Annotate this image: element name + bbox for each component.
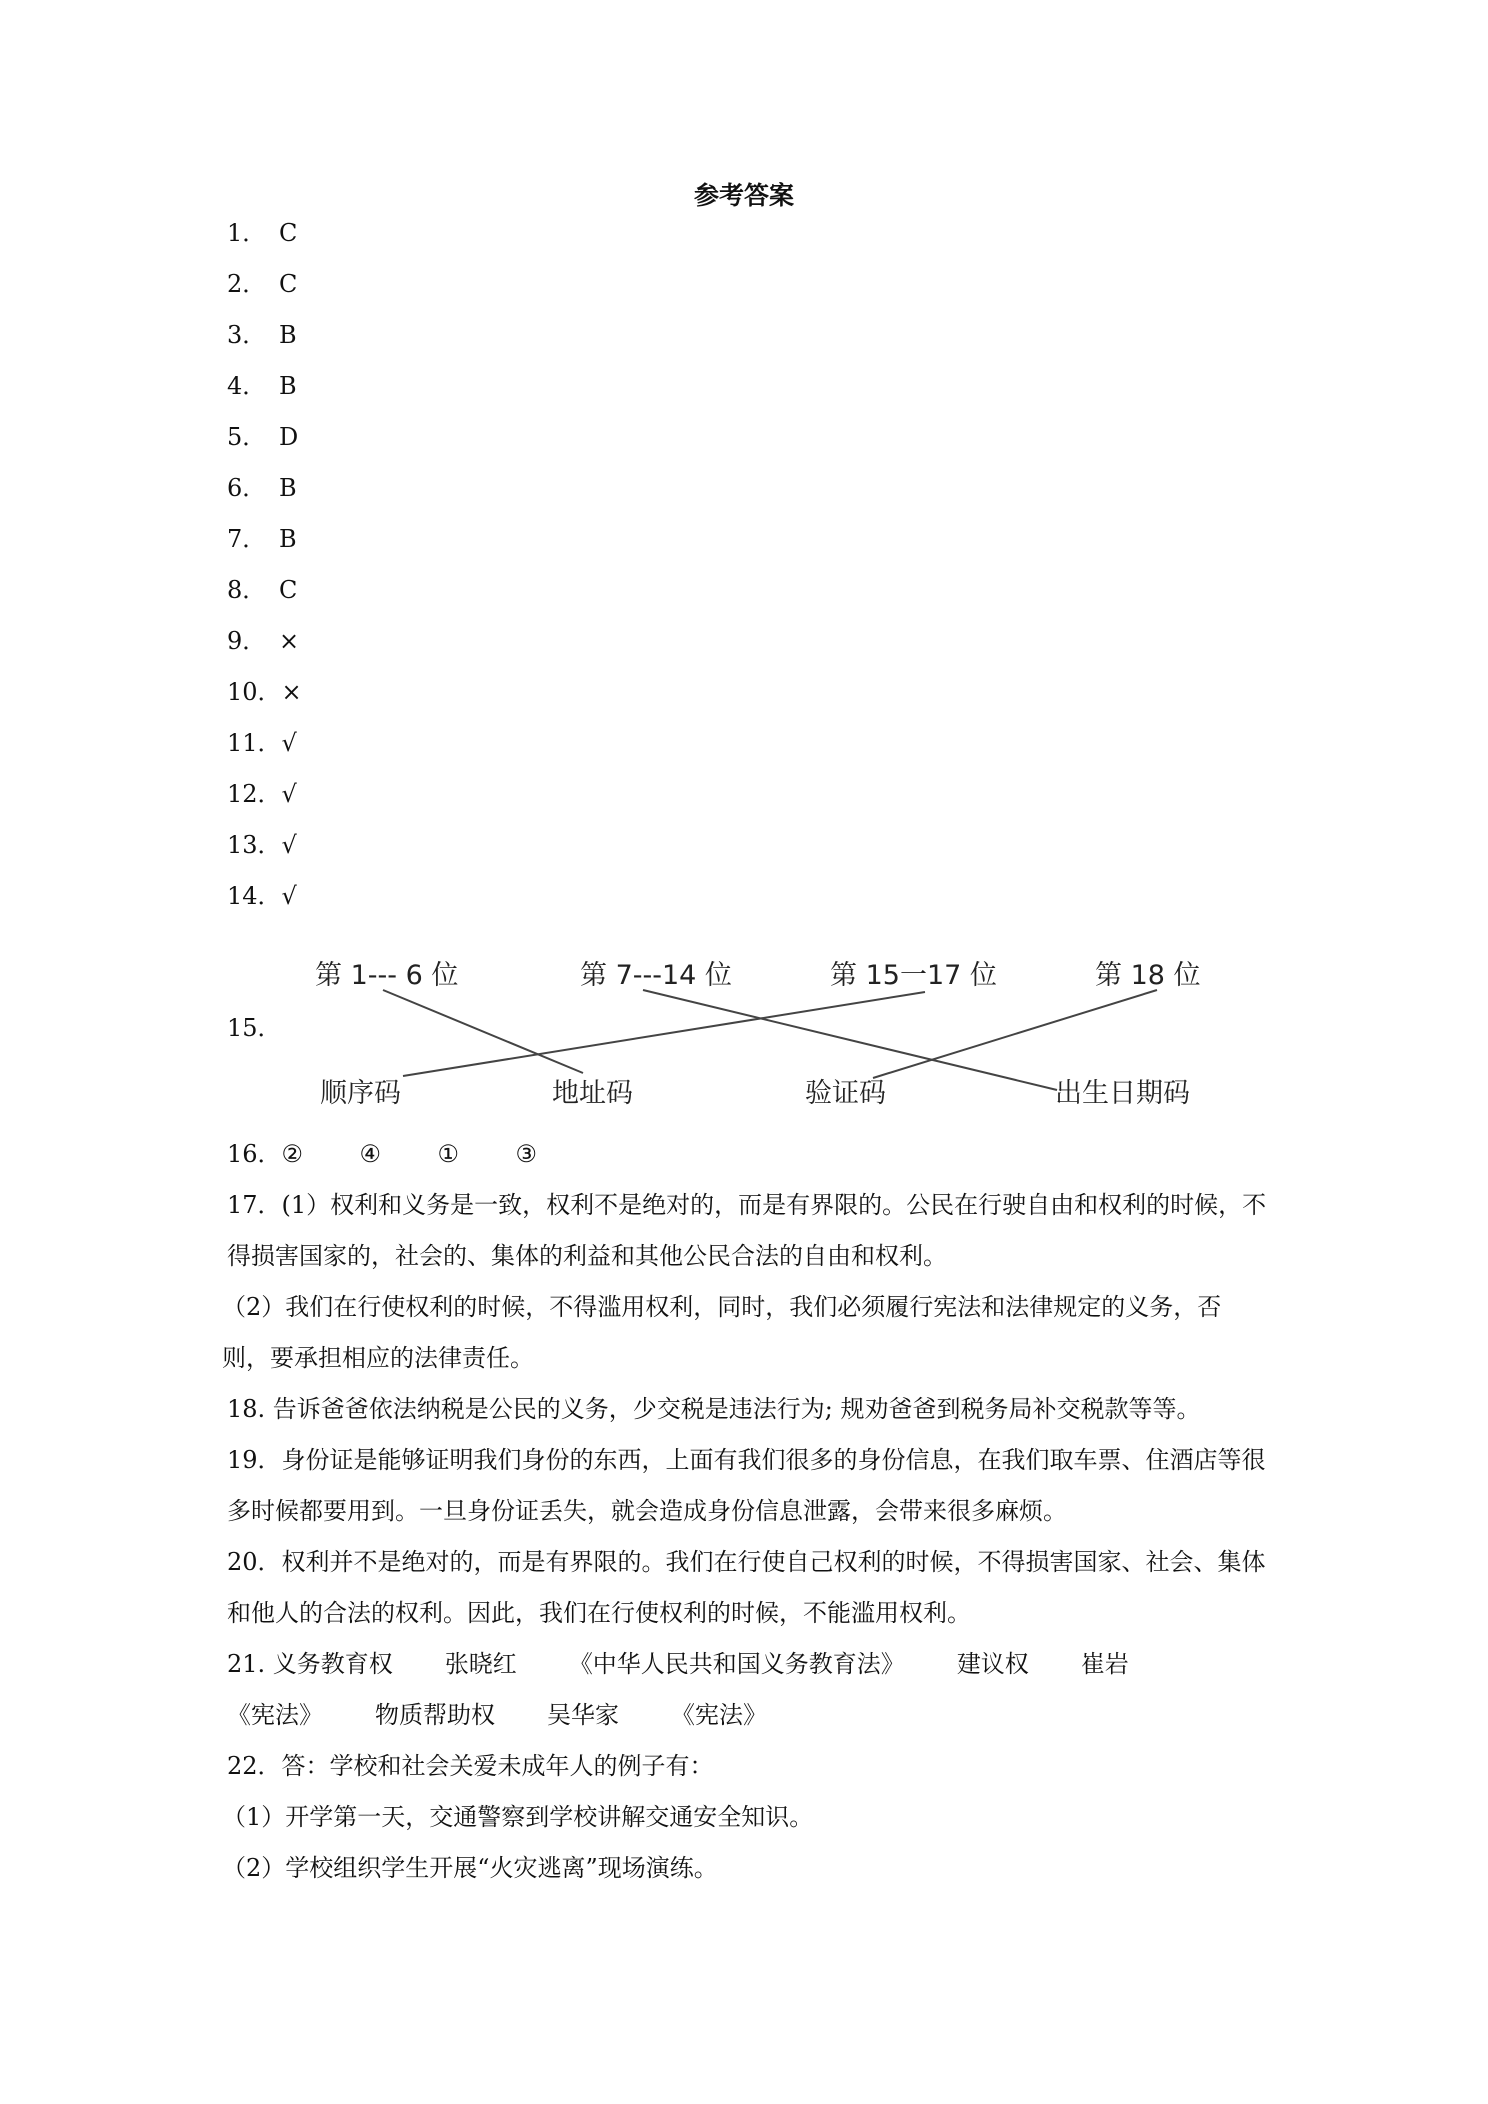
diagram-top-label: 第 15一17 位 [830, 960, 997, 991]
answer-number: 13． [227, 831, 282, 859]
answer-row [227, 828, 297, 862]
answer-number: 3． [227, 321, 267, 349]
answer-row [227, 471, 297, 505]
answer-value: √ [281, 780, 297, 808]
q21-item: 张晓红 [444, 1650, 517, 1678]
answer-value: B [279, 474, 297, 502]
answer-value: × [281, 678, 302, 706]
match-line [403, 992, 925, 1076]
answer-row [227, 675, 302, 709]
answer-value: × [279, 627, 300, 655]
answer-row [227, 726, 297, 760]
diagram-top-label: 第 1--- 6 位 [315, 960, 459, 991]
q15-number: 15． [227, 1014, 282, 1042]
q16-number: 16． [227, 1140, 282, 1168]
q21-item: 吴华家 [547, 1701, 619, 1729]
answer-number: 10． [227, 678, 282, 706]
answer-value: B [279, 525, 297, 553]
answer-number: 14． [227, 882, 282, 910]
answer-row [227, 216, 297, 250]
answer-value: B [279, 321, 297, 349]
q17-part2: （2）我们在行使权利的时候，不得滥用权利，同时，我们必须履行宪法和法律规定的义务，否则，要承担相应的法律责任。 [222, 1293, 1222, 1372]
id-card-matching-diagram [300, 950, 1220, 1120]
q21-item: 《中华人民共和国义务教育法》 [568, 1650, 905, 1678]
answer-value: C [279, 576, 298, 604]
answer-row [227, 267, 297, 301]
q21-item: 义务教育权 [272, 1650, 393, 1678]
answer-row [227, 522, 297, 556]
q18-answer: 18. 告诉爸爸依法纳税是公民的义务，少交税是违法行为; 规劝爸爸到税务局补交税款等等。 [227, 1395, 1201, 1423]
answer-number: 9． [227, 627, 267, 655]
answer-row [227, 624, 299, 658]
q16-answer [227, 1137, 594, 1171]
diagram-bottom-label: 地址码 [552, 1078, 633, 1109]
answer-value: B [279, 372, 297, 400]
answer-row [227, 573, 297, 607]
q21-item: 物质帮助权 [375, 1701, 495, 1729]
q21-item: 崔岩 [1080, 1650, 1129, 1678]
q19-answer: 19．身份证是能够证明我们身份的东西，上面有我们很多的身份信息，在我们取车票、住酒店等很多时候都要用到。一旦身份证丢失，就会造成身份信息泄露，会带来很多麻烦。 [227, 1446, 1266, 1525]
q16-item: ③ [515, 1140, 538, 1168]
diagram-top-label: 第 7---14 位 [580, 960, 732, 991]
q20-answer: 20．权利并不是绝对的，而是有界限的。我们在行使自己权利的时候，不得损害国家、社会、集体和他人的合法的权利。因此，我们在行使权利的时候，不能滥用权利。 [227, 1548, 1266, 1627]
answer-row [227, 369, 297, 403]
diagram-bottom-label: 顺序码 [320, 1078, 401, 1109]
answer-value: √ [281, 882, 297, 910]
match-line [873, 990, 1157, 1078]
diagram-bottom-label: 验证码 [805, 1078, 886, 1109]
q16-item: ② [281, 1140, 304, 1168]
answer-row [227, 777, 297, 811]
q21-item: 建议权 [956, 1650, 1029, 1678]
answer-value: √ [281, 729, 297, 757]
q22-item: （2）学校组织学生开展“火灾逃离”现场演练。 [222, 1854, 718, 1882]
diagram-top-label: 第 18 位 [1095, 960, 1201, 991]
q16-item: ① [437, 1140, 460, 1168]
answer-value: D [279, 423, 299, 451]
q21-item: 《宪法》 [671, 1701, 767, 1729]
diagram-bottom-label: 出生日期码 [1055, 1078, 1190, 1109]
answer-number: 2． [227, 270, 267, 298]
page-title: 参考答案 [693, 181, 794, 210]
answer-value: C [279, 219, 298, 247]
answer-row [227, 879, 297, 913]
answer-number: 11． [227, 729, 282, 757]
q16-item: ④ [359, 1140, 382, 1168]
answer-number: 6． [227, 474, 267, 502]
answer-row [227, 420, 298, 454]
answer-number: 8． [227, 576, 267, 604]
match-line [383, 990, 583, 1073]
answer-number: 12． [227, 780, 282, 808]
answer-number: 1． [227, 219, 267, 247]
q21-answer [227, 1639, 1272, 1741]
q22-intro: 22．答：学校和社会关爱未成年人的例子有： [227, 1752, 714, 1780]
answer-value: √ [281, 831, 297, 859]
q17-part1: 17．(1）权利和义务是一致，权利不是绝对的，而是有界限的。公民在行驶自由和权利的时候，不得损害国家的，社会的、集体的利益和其他公民合法的自由和权利。 [227, 1191, 1267, 1270]
answer-number: 5． [227, 423, 267, 451]
answer-number: 7． [227, 525, 267, 553]
q21-item: 《宪法》 [227, 1701, 323, 1729]
q21-number: 21. [227, 1650, 266, 1678]
q22-item: （1）开学第一天，交通警察到学校讲解交通安全知识。 [222, 1803, 814, 1831]
answer-number: 4． [227, 372, 267, 400]
answer-row [227, 318, 297, 352]
answer-value: C [279, 270, 298, 298]
